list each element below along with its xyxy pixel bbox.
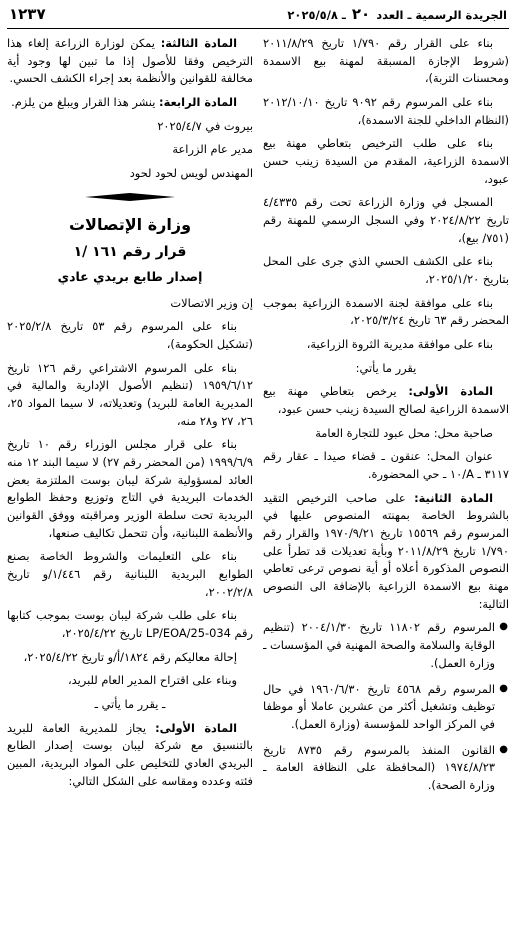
right-column xyxy=(263,35,509,915)
divider-ornament xyxy=(85,193,175,201)
list-item: ● المرسوم رقم ٤٥٦٨ تاريخ ١٩٦٠/٦/٣٠ في حال توظيف وتشغيل أكثر من عشرين عاملا أو موظفا في المركز الواحد للمؤسسة (وزارة العمل). xyxy=(263,681,495,734)
preamble-paragraph: المسجل في وزارة الزراعة تحت رقم ٤/٤٣٣٥ تاريخ ٢٠٢٤/٨/٢٢ وفي السجل الرسمي للمهنة رقم (٧٥١/ بيع)، xyxy=(263,195,509,245)
preamble-paragraph: بناء على طلب الترخيص بتعاطي مهنة بيع الاسمدة الزراعية، المقدم من السيدة زينب حسن عبود، xyxy=(263,136,509,186)
preamble-paragraph: بناء على موافقة مديرية الثروة الزراعية، xyxy=(306,337,493,352)
laws-list xyxy=(263,619,509,794)
ministry-heading: وزارة الإتصالات xyxy=(68,214,192,234)
article-text: على صاحب الترخيص التقيد بالشروط الخاصة بمهنته المنصوص عليها في المرسوم رقم ١٥٥٦٩ تاريخ ١٩٧٠/٩/٢١ والقرار رقم ١/٧٩٠ تاريخ ٢٠١١/٨/٢٩ وبأية تعديلات قد تطرأ على النصوص المذكورة أعلاه أو أية نصوص ترعى تعاطي مهنة بيع الاسمدة الزراعية بالإضافة الى النصوص التالية: xyxy=(263,490,509,611)
article-label: المادة الرابعة: xyxy=(159,95,237,110)
preamble-paragraph: بناء على طلب شركة ليبان بوست بموجب كتابها رقم LP/EOA/25-034 تاريخ ٢٠٢٥/٤/٢٢، xyxy=(7,608,253,640)
columns xyxy=(7,35,509,915)
signature-place-date: بيروت في ٢٠٢٥/٤/٧ xyxy=(157,118,253,133)
article-text: يجاز للمديرية العامة للبريد بالتنسيق مع شركة ليبان بوست إصدار الطابع البريدي العادي للتخليص على المواد البريدية، المبين فئته وعدده ومقاسه على الشكل التالي: xyxy=(7,720,253,788)
decision-number: قرار رقم ١٦١ /١ xyxy=(73,243,187,260)
preamble-paragraph: إحالة معاليكم رقم ١٨٢٤/أ/و تاريخ ٢٠٢٥/٤/٢٢، xyxy=(23,649,237,664)
gazette-prefix: الجريدة الرسمية ـ العدد xyxy=(376,7,507,22)
owner-line: صاحبة محل: محل عبود للتجارة العامة xyxy=(315,425,493,440)
article-text: ينشر هذا القرار ويبلغ من يلزم. xyxy=(11,95,156,110)
article-4 xyxy=(7,94,253,112)
section-divider xyxy=(7,193,253,201)
decides-heading: يقرر ما يأتي: xyxy=(355,360,417,375)
decision-title: إصدار طابع بريدي عادي xyxy=(57,269,203,285)
preamble-paragraph: وبناء على اقتراح المدير العام للبريد، xyxy=(67,673,237,688)
decides-heading: ـ يقرر ما يأتي ـ xyxy=(94,697,166,711)
article-3 xyxy=(7,35,253,88)
list-item: ● القانون المنفذ بالمرسوم رقم ٨٧٣٥ تاريخ ١٩٧٤/٨/٢٣ (المحافظة على النظافة العامة ـ وزارة الصحة). xyxy=(263,742,495,795)
article-1-telecom xyxy=(7,720,253,791)
gazette-date: ـ ٢٠٢٥/٥/٨ xyxy=(287,7,346,22)
minister-intro: إن وزير الاتصالات xyxy=(170,295,253,310)
preamble-paragraph: بناء على التعليمات والشروط الخاصة بصنع الطوابع البريدية اللبنانية رقم ١/٤٤٦/و تاريخ ٢٠٠٢/٢/٨، xyxy=(7,549,253,599)
issue-number: ٢٠ xyxy=(351,4,371,23)
article-text: يرخص بتعاطي مهنة بيع الاسمدة الزراعية لصالح السيدة زينب حسن عبود، xyxy=(263,384,509,417)
header-rule xyxy=(7,28,509,29)
list-item: ● المرسوم رقم ١١٨٠٢ تاريخ ٢٠٠٤/١/٣٠ (تنظيم الوقاية والسلامة والصحة المهنية في المؤسسات ـ وزارة العمل). xyxy=(263,619,495,672)
preamble-paragraph: بناء على موافقة لجنة الاسمدة الزراعية بموجب المحضر رقم ٦٣ تاريخ ٢٠٢٥/٣/٢٤، xyxy=(263,295,509,328)
preamble-paragraph: بناء على المرسوم رقم ٩٠٩٢ تاريخ ٢٠١٢/١٠/١٠ (النظام الداخلي للجنة الاسمدة)، xyxy=(263,95,509,127)
preamble-paragraph: بناء على الكشف الحسي الذي جرى على المحل بتاريخ ٢٠٢٥/١/٢٠، xyxy=(263,254,509,287)
gazette-issue-info xyxy=(287,3,507,26)
article-label: المادة الثالثة: xyxy=(160,36,237,50)
preamble-paragraph: بناء على القرار رقم ١/٧٩٠ تاريخ ٢٠١١/٨/٢٩ (شروط الإجازة المسبقة لمهنة بيع الاسمدة ومحسنات التربة)، xyxy=(263,36,509,86)
left-column xyxy=(7,35,253,915)
preamble-paragraph: بناء على المرسوم الاشتراعي رقم ١٢٦ تاريخ ١٩٥٩/٦/١٢ (تنظيم الأصول الإدارية والمالية في المديرية العامة للبريد) وتعديلاته، لا سيما المواد ٢٥، ٢٦، ٢٧ و٢٨ منه، xyxy=(7,360,253,428)
page-header xyxy=(7,6,509,26)
signature-title: مدير عام الزراعة xyxy=(172,142,253,157)
article-label: المادة الثانية: xyxy=(414,490,493,505)
article-2 xyxy=(263,490,509,614)
preamble-paragraph: بناء على قرار مجلس الوزراء رقم ١٠ تاريخ ١٩٩٩/٦/٩ (من المحضر رقم ٢٧) لا سيما البند ١٢ منه العائد لمسؤولية شركة ليبان بوست الملتزمة بعض الخدمات البريدية في التاج وتوزيع وحفظ الطوابع البريدية تحت سلطة الوزير ومراقبته ووفق القوانين والأنظمة اللبنانية، وأن تتحمل تكاليف صنعها، xyxy=(7,437,253,540)
page-number: ١٢٣٧ xyxy=(9,4,46,23)
article-label: المادة الأولى: xyxy=(155,720,237,735)
signature-name: المهندس لويس لحود لحود xyxy=(129,166,253,181)
address-line: عنوان المحل: عنقون ـ قضاء صيدا ـ عقار رقم ٣١١٧ ـ A/١٠ ـ حي المحضورة. xyxy=(263,449,509,482)
article-label: المادة الأولى: xyxy=(408,384,494,399)
article-text: يمكن لوزارة الزراعة إلغاء هذا الترخيص وفقا للأصول إذا ما تبين لها وجود أية مخالفة للقوانين والأنظمة بعد إجراء الكشف الحسي. xyxy=(7,36,253,86)
preamble-paragraph: بناء على المرسوم رقم ٥٣ تاريخ ٢٠٢٥/٢/٨ (تشكيل الحكومة)، xyxy=(7,319,253,351)
article-1 xyxy=(263,383,509,418)
